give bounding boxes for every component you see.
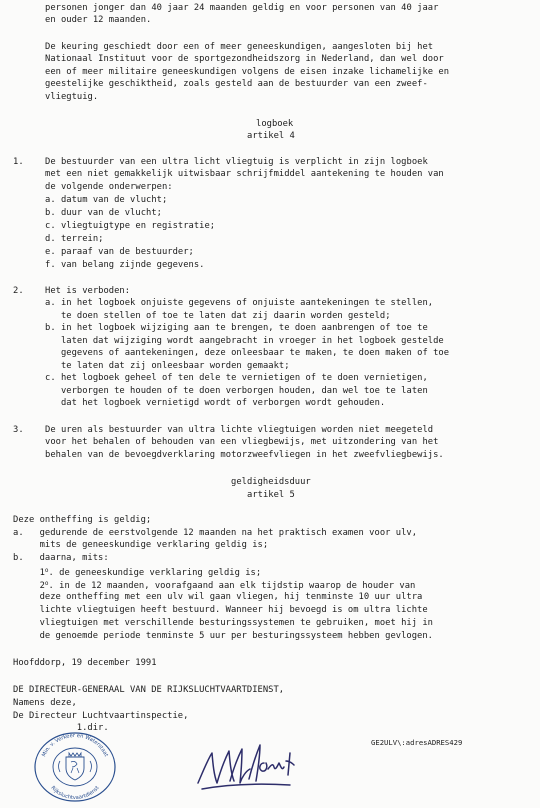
- item-1-line: f. van belang zijnde gegevens.: [45, 260, 205, 270]
- keuring-paragraph-line: geestelijke geschiktheid, zoals gesteld aan de bestuurder van een zweef-: [45, 79, 428, 89]
- item-1-line: met een niet gemakkelijk uitwisbaar schrijfmiddel aantekening te houden van: [45, 169, 444, 179]
- b1-text: . de geneeskundige verklaring geldig is;: [48, 568, 262, 578]
- keuring-paragraph-line: De keuring geschiedt door een of meer geneeskundigen, aangesloten bij het: [45, 42, 434, 52]
- keuring-paragraph-line: een of meer militaire geneeskundigen volgens de eisen inzake lichamelijke en: [45, 67, 450, 77]
- validity-b1-line: [13, 565, 261, 579]
- item-1-line: e. paraaf van de bestuurder;: [45, 247, 194, 257]
- item-1-line: d. terrein;: [45, 234, 104, 244]
- item-2-line: te doen stellen of toe te laten dat zij daarin worden gesteld;: [45, 311, 391, 321]
- validity-intro: Deze ontheffing is geldig;: [13, 515, 152, 525]
- b1-number: 1: [13, 568, 45, 578]
- item-2-line: laten dat wijziging wordt aangebracht in vroeger in het logboek gestelde: [45, 336, 444, 346]
- item-2-line: verborgen te houden of te doen verborgen houden, dan wel toe te laten: [45, 386, 428, 396]
- b2-superscript: o: [44, 580, 49, 587]
- validity-b-line: b. daarna, mits:: [13, 553, 109, 563]
- b2-text: . in de 12 maanden, voorafgaand aan elk tijdstip waarop de houder van: [48, 581, 416, 591]
- handwritten-signature: [194, 739, 300, 795]
- top-paragraph-line: personen jonger dan 40 jaar 24 maanden geldig en voor personen van 40 jaar: [45, 3, 439, 13]
- validity-b2-line: lichte vliegtuigen heeft bestuurd. Wanneer hij bevoegd is om ultra lichte: [13, 605, 428, 615]
- b2-number: 2: [13, 581, 45, 591]
- validity-b2-line: de genoemde periode tenminste 5 uur per besturingssysteem hebben gevlogen.: [13, 631, 433, 641]
- item-1-line: a. datum van de vlucht;: [45, 195, 168, 205]
- signoff-initials: 1.dir.: [13, 723, 109, 733]
- item-2-line: c. het logboek geheel of ten dele te vernietigen of te doen vernietigen,: [45, 373, 428, 383]
- official-seal-stamp: [33, 731, 117, 803]
- signoff-on-behalf: Namens deze,: [13, 698, 77, 708]
- item-3-line: voor het behalen of behouden van een vliegbewijs, met uitzondering van het: [45, 437, 439, 447]
- seal-text-bottom: Rijksluchtvaartdienst: [49, 785, 101, 802]
- file-reference: GE2ULV\:adresADRES429: [371, 738, 463, 747]
- item-2-line: gegevens of aantekeningen, deze onleesbaar te maken, te doen maken of toe: [45, 348, 450, 358]
- b1-superscript: o: [44, 567, 49, 574]
- top-paragraph-line: en ouder 12 maanden.: [45, 15, 152, 25]
- item-number: 1.: [13, 157, 24, 167]
- item-2-line: a. in het logboek onjuiste gegevens of onjuiste aantekeningen te stellen,: [45, 298, 434, 308]
- item-number: 3.: [13, 425, 24, 435]
- item-number: 2.: [13, 286, 24, 296]
- section-heading: geldigheidsduur: [231, 477, 311, 487]
- item-1-line: de volgende onderwerpen:: [45, 182, 173, 192]
- keuring-paragraph-line: vliegtuig.: [45, 92, 99, 102]
- article-heading: artikel 5: [247, 490, 295, 500]
- item-2-line: Het is verboden:: [45, 286, 131, 296]
- validity-b2-line: vliegtuigen met verschillende besturingssystemen te gebruiken, moet hij in: [13, 618, 433, 628]
- validity-b2-line: [13, 578, 415, 592]
- item-2-line: dat het logboek vernietigd wordt of verborgen wordt gehouden.: [45, 398, 386, 408]
- item-2-line: te laten dat zij onleesbaar worden gemaakt;: [45, 361, 290, 371]
- validity-a-line: a. gedurende de eerstvolgende 12 maanden na het praktisch examen voor ulv,: [13, 528, 418, 538]
- keuring-paragraph-line: Nationaal Instituut voor de sportgezondheidszorg in Nederland, dan wel door: [45, 54, 444, 64]
- svg-text:Rijksluchtvaartdienst: [49, 785, 100, 801]
- seal-text-top: Min. v. Verkeer en Waterstaat: [41, 732, 109, 758]
- item-1-line: c. vliegtuigtype en registratie;: [45, 221, 216, 231]
- item-2-line: b. in het logboek wijziging aan te brengen, te doen aanbrengen of toe te: [45, 323, 428, 333]
- signoff-authority: DE DIRECTEUR-GENERAAL VAN DE RIJKSLUCHTVAARTDIENST,: [13, 685, 285, 695]
- signoff-director: De Directeur Luchtvaartinspectie,: [13, 711, 189, 721]
- article-heading: artikel 4: [247, 131, 295, 141]
- validity-b2-line: deze ontheffing met een ulv wil gaan vliegen, hij tenminste 10 uur ultra: [13, 592, 423, 602]
- section-heading: logboek: [256, 119, 294, 129]
- item-1-line: De bestuurder van een ultra licht vliegtuig is verplicht in zijn logboek: [45, 157, 428, 167]
- item-3-line: behalen van de bevoegdverklaring motorzweefvliegen in het zweefvliegbewijs.: [45, 450, 444, 460]
- svg-text:Min. v. Verkeer en Waterstaat: [41, 733, 109, 758]
- place-date: Hoofddorp, 19 december 1991: [13, 658, 157, 668]
- item-1-line: b. duur van de vlucht;: [45, 208, 162, 218]
- validity-a-line: mits de geneeskundige verklaring geldig is;: [13, 540, 269, 550]
- item-3-line: De uren als bestuurder van ultra lichte vliegtuigen worden niet meegeteld: [45, 425, 434, 435]
